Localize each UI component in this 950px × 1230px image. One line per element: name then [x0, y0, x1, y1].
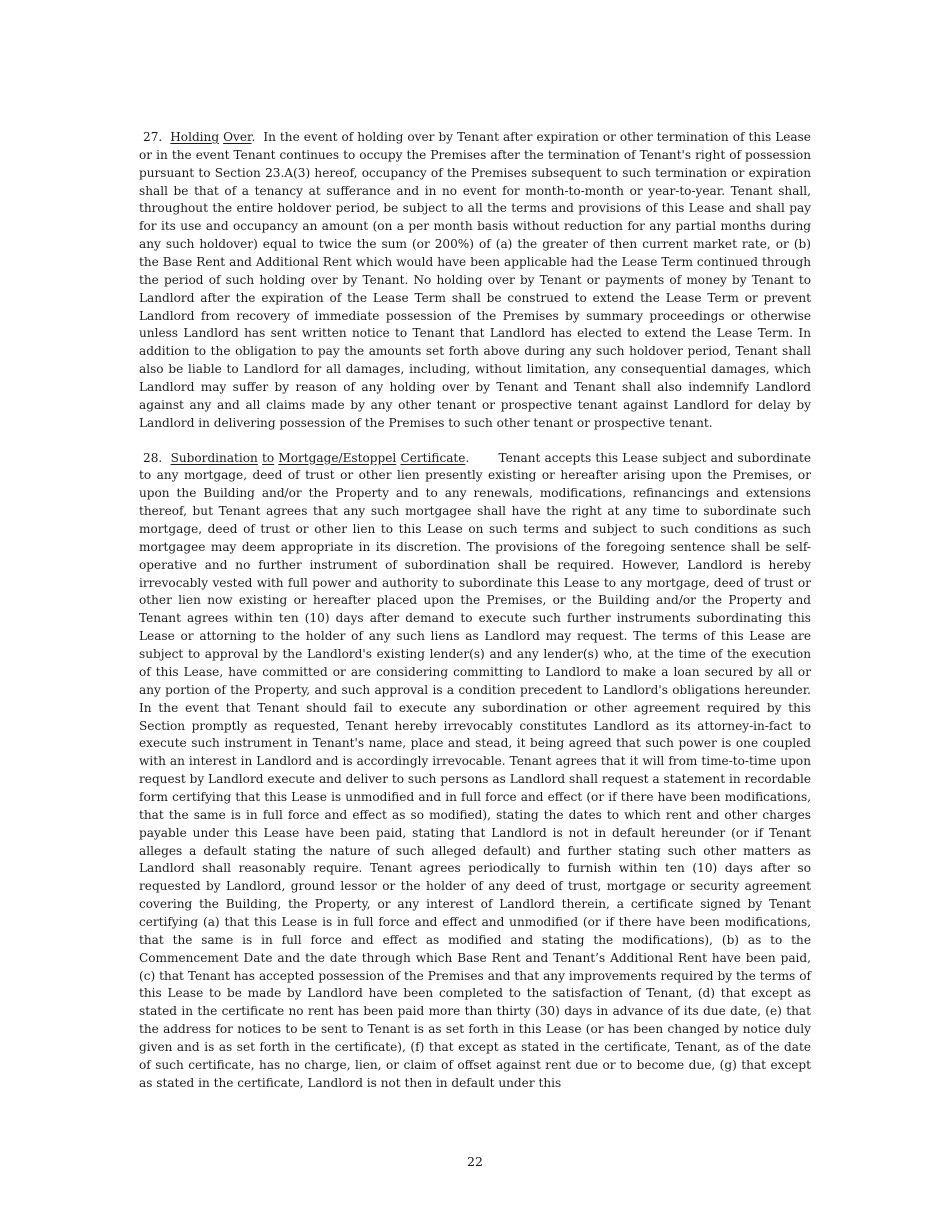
section-heading-end: .: [251, 130, 256, 144]
section-heading-word: Holding: [170, 130, 220, 144]
section-heading-word: Subordination: [170, 450, 258, 465]
section-28: [139, 450, 811, 1093]
section-body: Tenant accepts this Lease subject and subordinate to any mortgage, deed of trust or other lien presently existing or hereafter arising upon the Premises, or upon the Building and/or the Property and to any renewals, modifications, refinancings and extensions thereof, but Tenant agrees that any such mortgagee shall have the right at any time to subordinate such mortgage, deed of trust or other lien to this Lease on such terms and subject to such conditions as such mortgagee may deem appropriate in its discretion. The provisions of the foregoing sentence shall be self-operative and no further instrument of subordination shall be required. However, Landlord is hereby irrevocably vested with full power and authority to subordinate this Lease to any mortgage, deed of trust or other lien now existing or hereafter placed upon the Premises, or the Building and/or the Property and Tenant agrees within ten (10) days after demand to execute such further instruments subordinating this Lease or attorning to the holder of any such liens as Landlord may request. The terms of this Lease are subject to approval by the Landlord's existing lender(s) and any lender(s) who, at the time of the execution of this Lease, have committed or are considering committing to Landlord to make a loan secured by all or any portion of the Property, and such approval is a condition precedent to Landlord's obligations hereunder. In the event that Tenant should fail to execute any subordination or other agreement required by this Section promptly as requested, Tenant hereby irrevocably constitutes Landlord as its attorney-in-fact to execute such instrument in Tenant's name, place and stead, it being agreed that such power is one coupled with an interest in Landlord and is accordingly irrevocable. Tenant agrees that it will from time-to-time upon request by Landlord execute and deliver to such persons as Landlord shall request a statement in recordable form certifying that this Lease is unmodified and in full force and effect (or if there have been modifications, that the same is in full force and effect as so modified), stating the dates to which rent and other charges payable under this Lease have been paid, stating that Landlord is not in default hereunder (or if Tenant alleges a default stating the nature of such alleged default) and further stating such other matters as Landlord shall reasonably require. Tenant agrees periodically to furnish within ten (10) days after so requested by Landlord, ground lessor or the holder of any deed of trust, mortgage or security agreement covering the Building, the Property, or any interest of Landlord therein, a certificate signed by Tenant certifying (a) that this Lease is in full force and effect and unmodified (or if there have been modifications, that the same is in full force and effect as modified and stating the modifications), (b) as to the Commencement Date and the date through which Base Rent and Tenant’s Additional Rent have been paid, (c) that Tenant has accepted possession of the Premises and that any improvements required by the terms of this Lease to be made by Landlord have been completed to the satisfaction of Tenant, (d) that except as stated in the certificate no rent has been paid more than thirty (30) days in advance of its due date, (e) that the address for notices to be sent to Tenant is as set forth in this Lease (or has been changed by notice duly given and is as set forth in the certificate), (f) that except as stated in the certificate, Tenant, as of the date of such certificate, has no charge, lien, or claim of offset against rent due or to become due, (g) that except as stated in the certificate, Landlord is not then in default under this: [139, 450, 811, 1090]
section-body: In the event of holding over by Tenant after expiration or other termination of this Lease or in the event Tenant continues to occupy the Premises after the termination of Tenant's right of possession pursuant to Section 23.A(3) hereof, occupancy of the Premises subsequent to such termination or expiration shall be that of a tenancy at sufferance and in no event for month-to-month or year-to-year. Tenant shall, throughout the entire holdover period, be subject to all the terms and provisions of this Lease and shall pay for its use and occupancy an amount (on a per month basis without reduction for any partial months during any such holdover) equal to twice the sum (or 200%) of (a) the greater of then current market rate, or (b) the Base Rent and Additional Rent which would have been applicable had the Lease Term continued through the period of such holding over by Tenant. No holding over by Tenant or payments of money by Tenant to Landlord after the expiration of the Lease Term shall be construed to extend the Lease Term or prevent Landlord from recovery of immediate possession of the Premises by summary proceedings or otherwise unless Landlord has sent written notice to Tenant that Landlord has elected to extend the Lease Term. In addition to the obligation to pay the amounts set forth above during any such holdover period, Tenant shall also be liable to Landlord for all damages, including, without limitation, any consequential damages, which Landlord may suffer by reason of any holding over by Tenant and Tenant shall also indemnify Landlord against any and all claims made by any other tenant or prospective tenant against Landlord for delay by Landlord in delivering possession of the Premises to such other tenant or prospective tenant.: [139, 130, 811, 430]
section-heading-word: Over: [223, 130, 252, 144]
section-number: 28.: [143, 450, 163, 465]
section-heading-end: .: [465, 450, 470, 465]
page-number: 22: [467, 1154, 483, 1169]
section-27: [139, 129, 811, 433]
section-heading-word: to: [262, 450, 275, 465]
document-body: [139, 129, 811, 1110]
section-heading-word: Mortgage/Estoppel: [278, 450, 397, 465]
section-number: 27.: [143, 130, 163, 144]
section-heading-word: Certificate: [400, 450, 466, 465]
